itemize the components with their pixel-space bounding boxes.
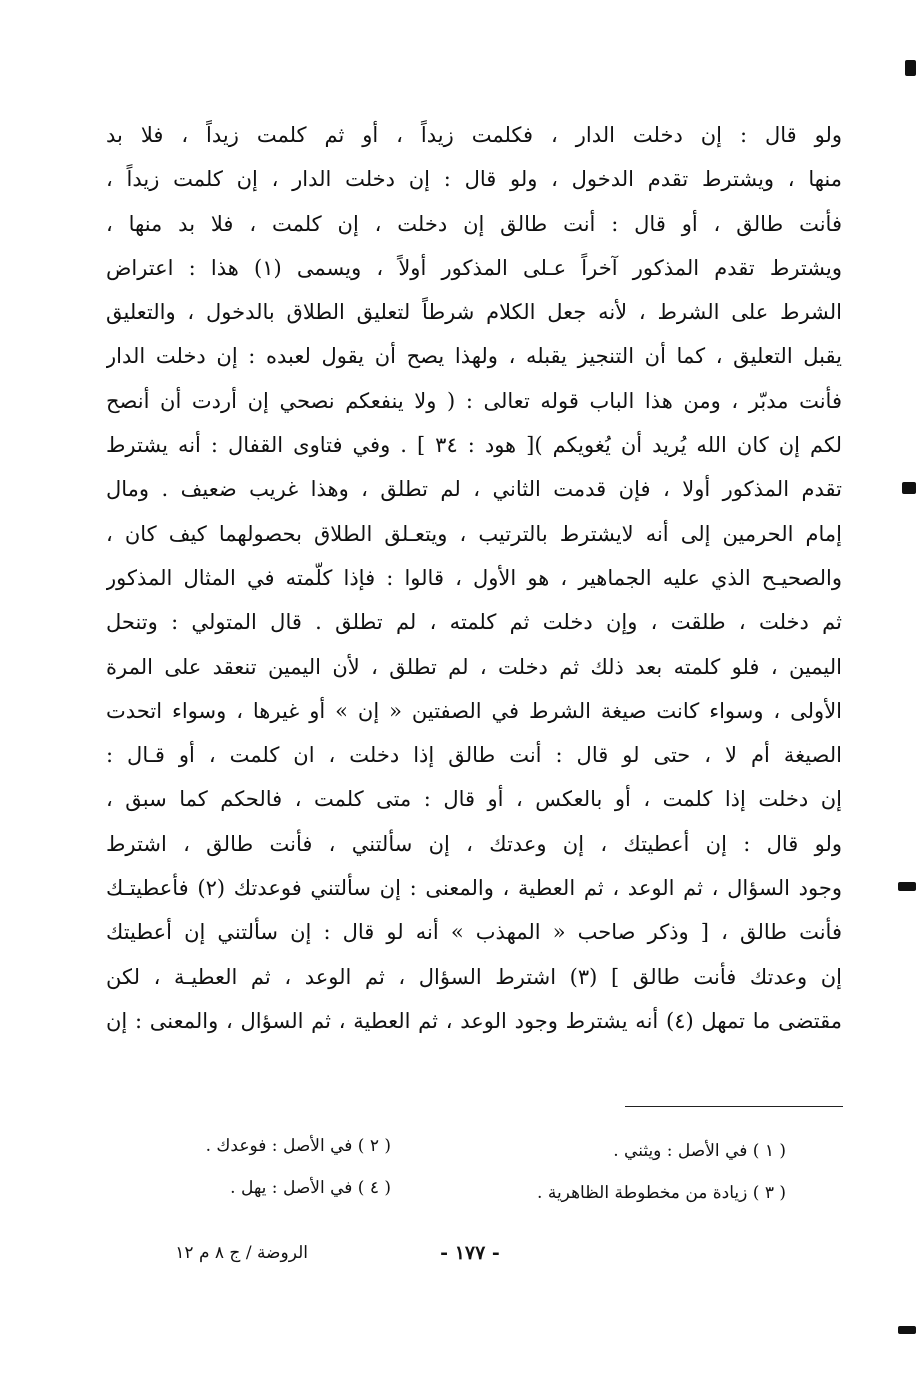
text-line: فأنت طالق ، أو قال : أنت طالق إن دخلت ، إن كلمت ، فلا بد منها ،: [106, 211, 842, 236]
text-line: ولو قال : إن دخلت الدار ، فكلمت زيداً ، أو ثم كلمت زيداً ، فلا بد: [106, 123, 842, 147]
text-line: ويشترط تقدم المذكور آخراً عـلى المذكور أولاً ، ويسمى (١) هذا : اعتراض: [106, 255, 842, 280]
text-line: منها ، ويشترط تقدم الدخول ، ولو قال : إن دخلت الدار ، إن كلمت زيداً ،: [106, 167, 842, 192]
text-line: والصحيـح الذي عليه الجماهير ، هو الأول ، قالوا : فإذا كلّمته في المثال المذكور: [106, 565, 842, 590]
scan-edge-mark: [898, 1326, 916, 1334]
page-number: - ١٧٧ -: [440, 1242, 500, 1264]
text-line: ثم دخلت ، طلقت ، وإن دخلت ثم كلمته ، لم تطلق . قال المتولي : وتنحل: [106, 610, 842, 635]
footnote-1: ( ١ ) في الأصل : ويثني .: [613, 1141, 786, 1161]
text-line: لكم إن كان الله يُريد أن يُغويكم )[ هود : ٣٤ ] . وفي فتاوى القفال : أنه يشترط: [106, 433, 842, 458]
text-line: ولو قال : إن أعطيتك ، إن وعدتك ، إن سألتني ، فأنت طالق ، اشترط: [106, 831, 842, 856]
footnote-2: ( ٢ ) في الأصل : فوعدك .: [205, 1136, 391, 1156]
footnote-4: ( ٤ ) في الأصل : يهل .: [230, 1178, 391, 1198]
footnote-separator: [625, 1106, 843, 1107]
text-line: تقدم المذكور أولا ، فإن قدمت الثاني ، لم تطلق ، وهذا غريب ضعيف . ومال: [106, 477, 842, 502]
text-line: إن دخلت إذا كلمت ، أو بالعكس ، أو قال : متى كلمت ، فالحكم كما سبق ،: [106, 787, 842, 812]
main-text-block: [106, 113, 842, 1043]
text-line: يقبل التعليق ، كما أن التنجيز يقبله ، ولهذا يصح أن يقول لعبده : إن دخلت الدار: [106, 344, 842, 369]
text-line: الصيغة أم لا ، حتى لو قال : أنت طالق إذا دخلت ، ان كلمت ، أو قـال :: [106, 743, 842, 768]
footnote-3: ( ٣ ) زيادة من مخطوطة الظاهرية .: [537, 1183, 786, 1203]
scan-edge-mark: [902, 482, 916, 494]
scan-edge-mark: [905, 60, 916, 76]
text-line: اليمين ، فلو كلمته بعد ذلك ثم دخلت ، لم تطلق ، لأن اليمين تنعقد على المرة: [106, 654, 842, 679]
text-line: إن وعدتك فأنت طالق ] (٣) اشترط السؤال ، ثم الوعد ، ثم العطيـة ، لكن: [106, 964, 842, 989]
scan-edge-mark: [898, 882, 916, 891]
running-footer: الروضة / ج ٨ م ١٢: [175, 1243, 308, 1263]
text-line: فأنت مدبّر ، ومن هذا الباب قوله تعالى : ( ولا ينفعكم نصحي إن أردت أن أنصح: [106, 388, 842, 413]
text-line: الشرط على الشرط ، لأنه جعل الكلام شرطاً لتعليق الطلاق بالدخول ، والتعليق: [106, 300, 842, 325]
text-line: فأنت طالق ، [ وذكر صاحب « المهذب » أنه لو قال : إن سألتني إن أعطيتك: [106, 920, 842, 945]
text-line: وجود السؤال ، ثم الوعد ، ثم العطية ، والمعنى : إن سألتني فوعدتك (٢) فأعطيتـك: [106, 876, 842, 901]
text-line: إمام الحرمين إلى أنه لايشترط بالترتيب ، ويتعـلق الطلاق بحصولهما كيف كان ،: [106, 521, 842, 546]
text-line: مقتضى ما تمهل (٤) أنه يشترط وجود الوعد ، ثم العطية ، ثم السؤال ، والمعنى : إن: [106, 1008, 842, 1033]
text-line: الأولى ، وسواء كانت صيغة الشرط في الصفتين « إن » أو غيرها ، وسواء اتحدت: [106, 698, 842, 723]
